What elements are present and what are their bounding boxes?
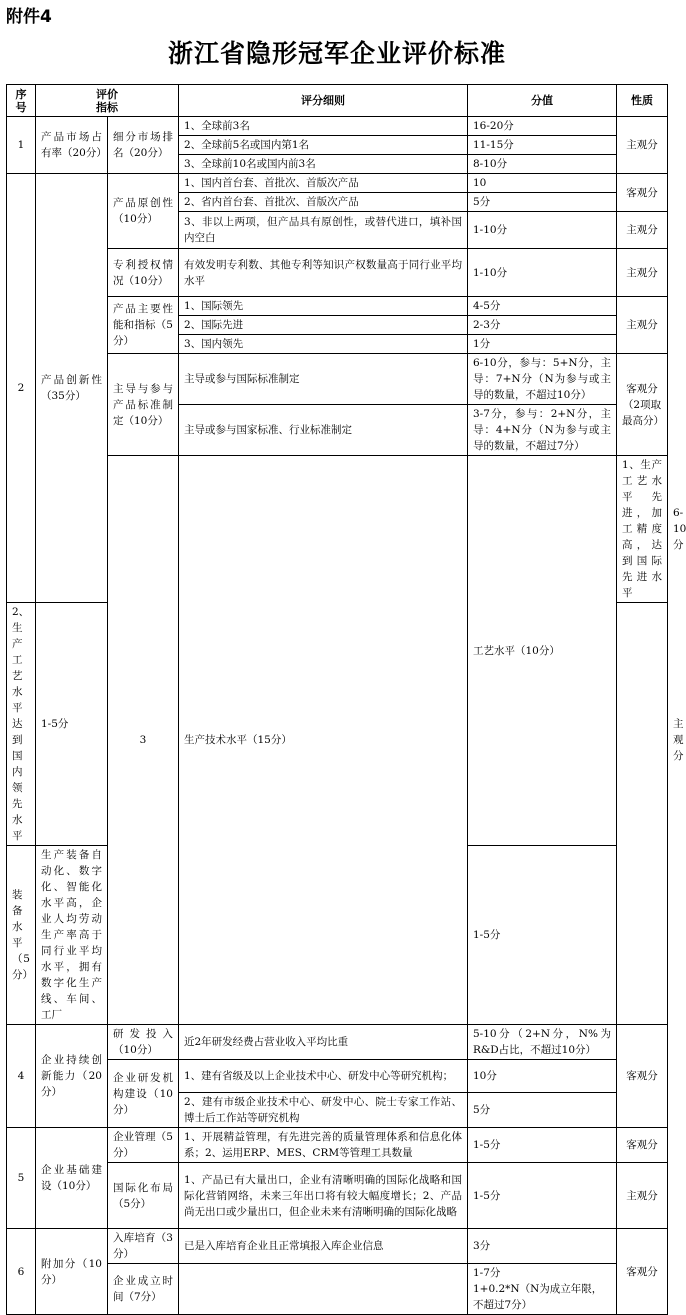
page-title: 浙江省隐形冠军企业评价标准: [167, 39, 506, 68]
score-cell: 10分: [468, 1060, 617, 1093]
header-detail: 评分细则: [179, 85, 468, 117]
indicator-cell: 产品市场占有率（20分）: [36, 117, 108, 174]
sub-indicator-cell: 装备水平（5分）: [7, 846, 36, 1025]
score-cell: 1分: [468, 335, 617, 354]
table-row: 3 生产技术水平（15分） 工艺水平（10分） 1、生产工艺水平先进，加工精度高，达到国际先进水平 6-10分 主观分: [7, 456, 668, 603]
score-cell: 11-15分: [468, 136, 617, 155]
sub-indicator-cell: 企业管理（5分）: [108, 1128, 179, 1163]
score-cell: 1-5分: [468, 846, 617, 1025]
sub-indicator-cell: 产品主要性能和指标（5分）: [108, 297, 179, 354]
seq-cell: 6: [7, 1229, 36, 1315]
nature-cell: 客观分: [617, 1128, 668, 1163]
detail-cell: 近2年研发经费占营业收入平均比重: [179, 1025, 468, 1060]
score-cell: 2-3分: [468, 316, 617, 335]
detail-cell: 生产装备自动化、数字化、智能化水平高，企业人均劳动生产率高于同行业平均水平，拥有数字化生产线、车间、工厂: [36, 846, 108, 1025]
indicator-cell: 附加分（10分）: [36, 1229, 108, 1315]
sub-indicator-cell: 专利授权情况（10分）: [108, 249, 179, 297]
seq-cell: 5: [7, 1128, 36, 1229]
nature-cell: 客观分: [617, 1229, 668, 1315]
sub-indicator-cell: 研发投入（10分）: [108, 1025, 179, 1060]
sub-indicator-cell: 产品原创性（10分）: [108, 174, 179, 249]
detail-cell: 主导或参与国际标准制定: [179, 354, 468, 405]
score-cell: 6-10分，参与：5+N分，主导：7+N分（N为参与或主导的数量，不超过10分）: [468, 354, 617, 405]
score-cell: 5-10分（2+N分，N%为R&D占比，不超过10分）: [468, 1025, 617, 1060]
nature-cell: 客观分: [617, 1025, 668, 1128]
header-nature: 性质: [617, 85, 668, 117]
sub-indicator-cell: 企业成立时间（7分）: [108, 1264, 179, 1315]
detail-cell: 3、全球前10名或国内前3名: [179, 155, 468, 174]
sub-indicator-cell: 入库培育（3分）: [108, 1229, 179, 1264]
detail-cell: 2、国际先进: [179, 316, 468, 335]
detail-cell: 1、国内首台套、首批次、首版次产品: [179, 174, 468, 193]
sub-indicator-cell: 主导与参与产品标准制定（10分）: [108, 354, 179, 456]
detail-cell: 1、建有省级及以上企业技术中心、研发中心等研究机构；: [179, 1060, 468, 1093]
table-row: [7, 117, 668, 136]
detail-cell: 有效发明专利数、其他专利等知识产权数量高于同行业平均水平: [179, 249, 468, 297]
score-cell: 5分: [468, 1093, 617, 1128]
nature-cell: 主观分: [617, 212, 668, 249]
detail-cell: 2、省内首台套、首批次、首版次产品: [179, 193, 468, 212]
indicator-cell: 企业持续创新能力（20分）: [36, 1025, 108, 1128]
sub-indicator-cell: 国际化布局（5分）: [108, 1163, 179, 1229]
nature-cell: 客观分（2项取最高分）: [617, 354, 668, 456]
detail-cell: 2、生产工艺水平达到国内领先水平: [7, 603, 36, 846]
seq-cell: 3: [108, 456, 179, 1025]
seq-cell: 1: [7, 117, 36, 174]
nature-cell: 主观分: [617, 117, 668, 174]
sub-indicator-cell: 企业研发机构建设（10分）: [108, 1060, 179, 1128]
score-cell: 4-5分: [468, 297, 617, 316]
detail-cell: 1、全球前3名: [179, 117, 468, 136]
indicator-cell: 产品创新性（35分）: [36, 174, 108, 603]
score-cell: 1-5分: [36, 603, 108, 846]
indicator-cell: 生产技术水平（15分）: [179, 456, 468, 1025]
detail-cell: 1、国际领先: [179, 297, 468, 316]
sub-indicator-cell: 工艺水平（10分）: [468, 456, 617, 846]
sub-indicator-cell: 细分市场排名（20分）: [108, 117, 179, 174]
seq-cell: 4: [7, 1025, 36, 1128]
header-row: [7, 85, 668, 117]
detail-cell: [179, 1264, 468, 1315]
score-cell: 1-10分: [468, 212, 617, 249]
detail-cell: 2、建有市级企业技术中心、研发中心、院士专家工作站、博士后工作站等研究机构: [179, 1093, 468, 1128]
score-cell: 1-5分: [468, 1163, 617, 1229]
nature-cell: 主观分: [617, 297, 668, 354]
table-row: [7, 1128, 668, 1163]
score-cell: 1-10分: [468, 249, 617, 297]
detail-cell: 3、国内领先: [179, 335, 468, 354]
table-row: [7, 1229, 668, 1264]
score-cell: 16-20分: [468, 117, 617, 136]
evaluation-table: [6, 84, 686, 1315]
header-score: 分值: [468, 85, 617, 117]
nature-cell: 主观分: [617, 1163, 668, 1229]
score-cell: 8-10分: [468, 155, 617, 174]
detail-cell: 2、全球前5名或国内第1名: [179, 136, 468, 155]
header-seq: 序 号: [7, 85, 36, 117]
score-cell: 5分: [468, 193, 617, 212]
detail-cell: 3、非以上两项，但产品具有原创性，或替代进口，填补国内空白: [179, 212, 468, 249]
score-cell: 1-5分: [468, 1128, 617, 1163]
score-cell: 3分: [468, 1229, 617, 1264]
nature-cell: 主观分: [617, 249, 668, 297]
detail-cell: 1、产品已有大量出口，企业有清晰明确的国际化战略和国际化营销网络，未来三年出口将有较大幅度增长；2、产品尚无出口或少量出口，但企业未来有清晰明确的国际化战略: [179, 1163, 468, 1229]
table-row: [7, 1025, 668, 1060]
nature-cell: 客观分: [617, 174, 668, 212]
seq-cell: 2: [7, 174, 36, 603]
detail-cell: 已是入库培育企业且正常填报入库企业信息: [179, 1229, 468, 1264]
score-cell: 1-7分 1+0.2*N（N为成立年限，不超过7分）: [468, 1264, 617, 1315]
header-indicator: 评价 指标: [36, 85, 179, 117]
detail-cell: 主导或参与国家标准、行业标准制定: [179, 405, 468, 456]
indicator-cell: 企业基础建设（10分）: [36, 1128, 108, 1229]
attachment-label: 附件4: [6, 7, 52, 27]
score-cell: 10: [468, 174, 617, 193]
detail-cell: 1、生产工艺水平先进，加工精度高，达到国际先进水平: [617, 456, 668, 603]
score-cell: 3-7分，参与：2+N分，主导：4+N分（N为参与或主导的数量，不超过7分）: [468, 405, 617, 456]
detail-cell: 1、开展精益管理，有先进完善的质量管理体系和信息化体系；2、运用ERP、MES、CRM等管理工具数量: [179, 1128, 468, 1163]
table-row: [7, 174, 668, 193]
